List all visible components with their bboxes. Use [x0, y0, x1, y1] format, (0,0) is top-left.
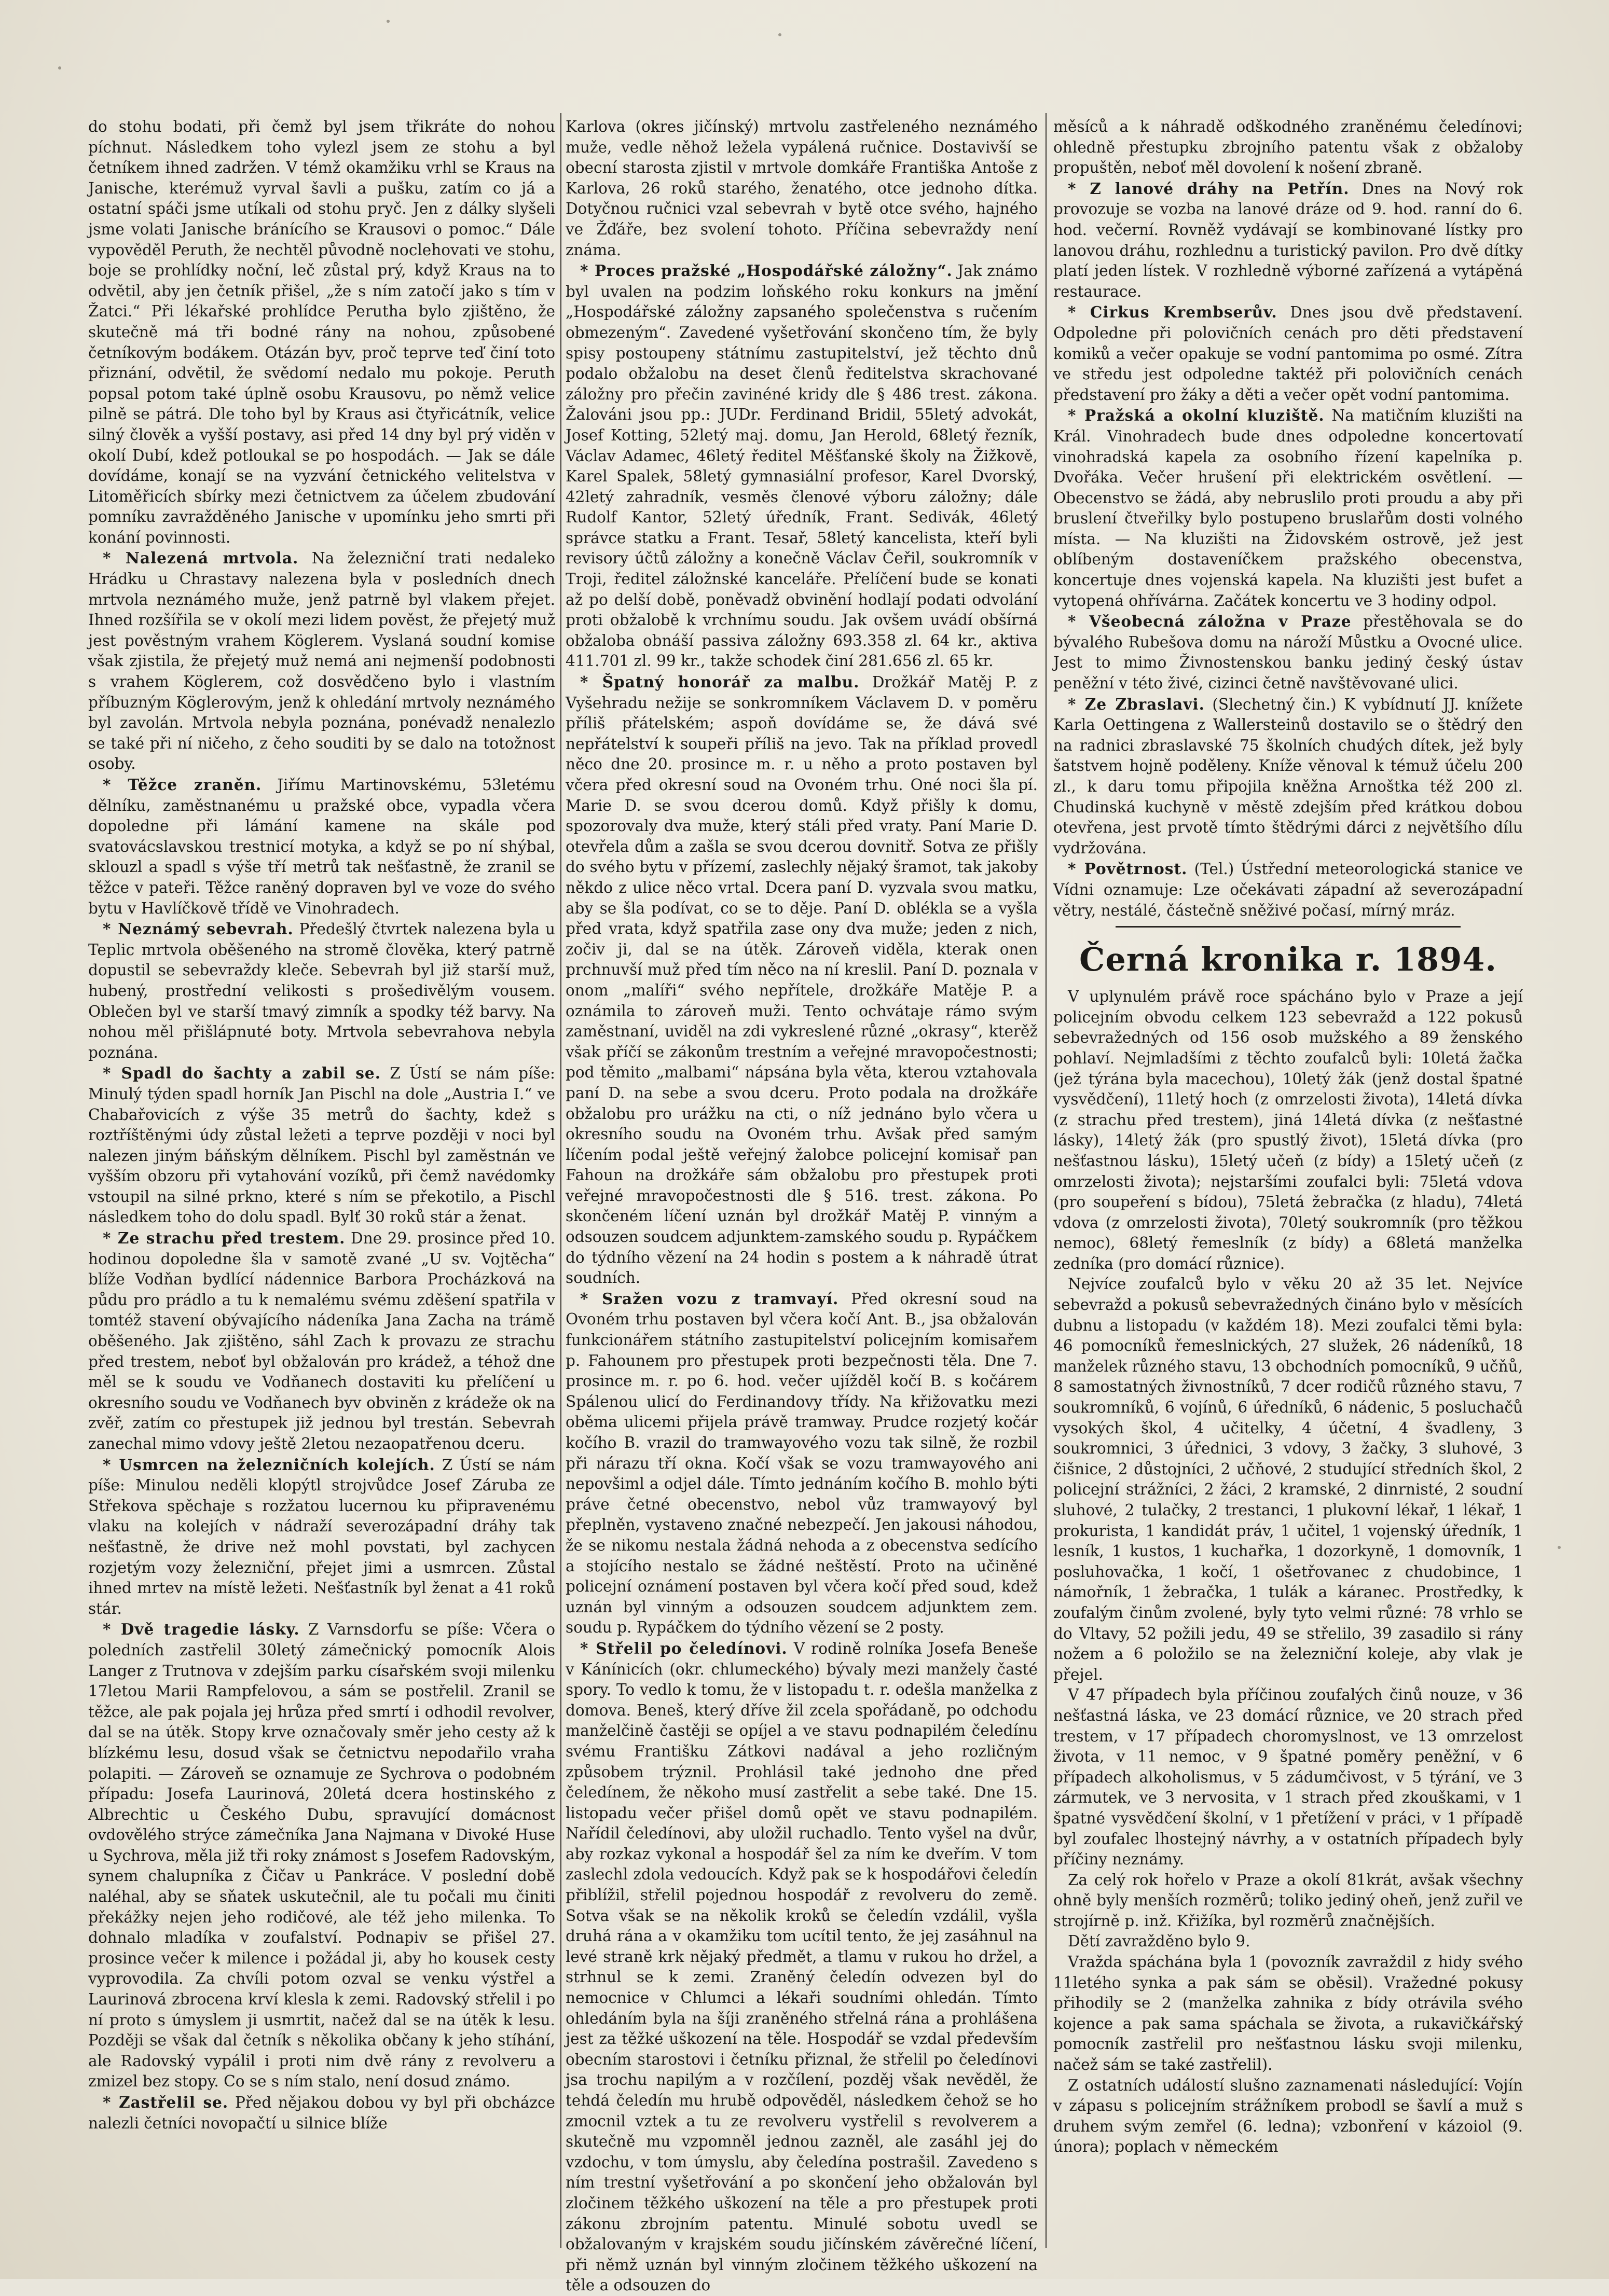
article-body: Dnes jsou dvě představení. Odpoledne při polovičních cenách pro děti představení komiků a večer opakuje se vodní pantomima po osmé. Zítra ve středu jest odpoledne taktéž při polovičních cenách představení pro žáky a děti a večer opět vodní pantomima.	[1053, 303, 1523, 404]
chronicle-paragraph: V uplynulém právě roce spácháno bylo v Praze a její policejním obvodu celkem 123 sebevražd a 122 pokusů sebevražedných od 156 osob mužského a 89 ženského pohlaví. Nejmladšími z těchto zoufalců byli: 10letá žačka (jež týrána byla macechou), 10letý žák (jenž dostal špatné vysvědčení), 11letý hoch (z omrzelosti života), 14letá dívka (z strachu před trestem), jiná 14letá dívka (z nešťastné lásky), 14letý žák (pro spustlý život), 15letá dívka (pro nešťastnou lásku), 15letý učeň (z bídy) a 15letý učeň (z omrzelosti života); nejstaršími zoufalci byli: 75letá vdova (pro soupeření s bídou), 75letá žebračka (z hladu), 74letá vdova (z omrzelosti života), 70letý soukromník (pro těžkou nemoc), 68letý řemeslník (z bídy) a 68letá manželka zedníka (pro domácí různice).	[1053, 988, 1523, 1273]
chronicle-paragraph: V 47 případech byla příčinou zoufalých činů nouze, v 36 nešťastná láska, ve 23 domácí různice, ve 20 strach před trestem, v 17 případech choromyslnost, ve 13 omrzelost života, v 11 nemoc, v 9 špatné poměry peněžní, v 6 případech alkoholismus, v 5 zádumčivost, v 5 týrání, ve 3 zármutek, ve 3 nervosita, v 1 strach před zkouškami, v 1 špatné vysvědčení školní, v 1 přetížení v práci, v 1 případě byl zoufalec lhostejný návrhy, a v ostatních případech byly příčiny neznámy.	[1053, 1686, 1523, 1869]
article-headline: * Ze Zbraslavi.	[1068, 695, 1205, 713]
column-1	[88, 117, 555, 2243]
news-items	[1053, 117, 1523, 921]
article-headline: * Povětrnost.	[1068, 860, 1188, 878]
column-rule	[560, 113, 561, 2248]
article-headline: * Ze strachu před trestem.	[103, 1229, 346, 1248]
article-headline: * Usmrcen na železničních kolejích.	[103, 1455, 435, 1474]
column-2	[566, 117, 1038, 2294]
article-body: měsíců a k náhradě odškodného zraněnému čeledínovi; ohledně přestupku zbrojního patentu však z obžaloby propuštěn, neboť měl dovolení k nošení zbraně.	[1053, 118, 1523, 177]
column-3	[1053, 117, 1523, 2243]
article-body: Karlova (okres jičínský) mrtvolu zastřeleného neznámého muže, vedle něhož ležela vypálená ručnice. Dostavivší se obecní starosta zjistil v mrtvole domkáře Františka Antoše z Karlova, 26 roků starého, ženatého, otce jednoho dítka. Dotyčnou ručnici vzal sebevrah v bytě otce svého, hajného ve Žďáře, bez svolení tohoto. Příčina sebevraždy není známa.	[566, 118, 1038, 259]
ink-speck	[387, 20, 390, 23]
chronicle-paragraph: Dětí zavražděno bylo 9.	[1068, 1932, 1250, 1951]
article-paragraph	[1053, 405, 1523, 611]
section-divider	[1116, 926, 1461, 928]
article-body: přestěhovala se do bývalého Rubešova domu na nároží Můstku a Ovocné ulice. Jest to mimo Živnostenskou banku jediný český ústav peněžní v této živé, cizinci četně navštěvované ulici.	[1053, 613, 1523, 693]
article-paragraph	[88, 919, 555, 1063]
article-body: Na železniční trati nedaleko Hrádku u Chrastavy nalezena byla v posledních dnech mrtvola neznámého muže, jenž patrně byl vlakem přejet. Ihned rozšířila se v okolí mezi lidem pověst, že přejetý muž jest pověstným vrahem Köglerem. Vyslaná soudní komise však zjistila, že přejetý muž nemá ani nejmenší podobnosti s vrahem Köglerem, což dosvědčeno bylo i vlastním příbuzným Köglerovým, jenž k ohledání mrtvoly neznámého byl zavolán. Mrtvola nebyla poznána, ponévadž nenalezlo se také při ní ničeho, z čeho souditi by se dalo na totožnost osoby.	[88, 549, 555, 773]
article-body: Dnes na Nový rok provozuje se vozba na lanové dráze od 9. hod. ranní do 6. hod. večerní. Rovněž vydávají se kombinované lístky pro lanovou dráhu, rozhlednu a turistický pavilon. Pro dvě dítky platí jeden lístek. V rozhledně výborné zařízená a vytápěná restaurace.	[1053, 179, 1523, 300]
ink-speck	[1558, 1546, 1561, 1549]
article-body: do stohu bodati, při čemž byl jsem třikráte do nohou píchnut. Následkem toho vylezl jsem ze stohu a byl četníkem ihned zadržen. V témž okamžiku vrhl se Kraus na Janische, kterémuž vyrval šavli a pušku, zatím co já a ostatní spáči jsme utíkali od stohu pryč. Jen z dálky slyšeli jsme volati Janische bránícího se Krausovi o pomoc.“ Dále vypověděl Peruth, že nechtěl původně noclehovati ve stohu, boje se prohlídky noční, leč zůstal prý, když Kraus na to odvětil, aby jen četník přišel, „že s ním zatočí jako s tím v Žatci.“ Při lékařské prohlídce Perutha bylo zjištěno, že skutečně má tři bodné rány na nohou, způsobené četníkovým bodákem. Otázán byv, proč teprve teď činí toto přiznání, odvětil, že svědomí nedalo mu pokoje. Peruth popsal potom také úplně osobu Krausovu, po němž velice pilně se pátrá. Dle toho byl by Kraus asi čtyřicátník, velice silný člověk a vyšší postavy, asi před 14 dny byl prý viděn v okolí Dubí, kdež potloukal se po hospodách. — Jak se dále dovídáme, konají se na vyzvání četnického velitelstva v Litoměřicích sbírky mezi četnictvem za účelem zbudování pomníku zavražděného Janische v upomínku jeho smrti při konání povinnosti.	[88, 118, 555, 546]
column-rule	[1046, 113, 1047, 2248]
article-paragraph	[88, 1619, 555, 2092]
article-headline: * Neznámý sebevrah.	[103, 920, 294, 938]
chronicle-paragraph: Za celý rok hořelo v Praze a okolí 81krát, avšak všechny ohně byly menších rozměrů; toliko jediný oheň, jenž zuřil ve strojírně p. inž. Křižíka, byl rozměrů značnějších.	[1053, 1871, 1523, 1930]
article-headline: * Proces pražské „Hospodářské záložny“.	[580, 261, 953, 280]
article-headline: * Špatný honorář za malbu.	[580, 673, 860, 691]
chronicle-paragraph: Vražda spáchána byla 1 (povozník zavraždil z hidy svého 11letého synka a pak sám se oběsil). Vražedné pokusy přihodily se 2 (manželka zahnika z bídy otrávila svého kojence a pak sama spáchala se života, a rukavičkářský pomocník zastřelil pro nešťastnou lásku svoji milenku, načež sám se také zastřelil).	[1053, 1953, 1523, 2074]
chronicle-paragraph: Nejvíce zoufalců bylo v věku 20 až 35 let. Nejvíce sebevražd a pokusů sebevražedných čináno bylo v měsících dubnu a listopadu (v každém 18). Mezi zoufalci těmi byla: 46 pomocníků řemeslnických, 27 služek, 26 nádeníků, 18 manželek různého stavu, 13 obchodních pomocníků, 9 učňů, 8 samostatných živnostníků, 7 dcer rodičů různého stavu, 7 soukromníků, 6 vojínů, 6 úředníků, 6 nádenic, 5 posluchačů vysokých škol, 4 učitelky, 4 účetní, 4 švadleny, 3 soukromnici, 3 úřednici, 3 vdovy, 3 žačky, 3 sluhové, 3 čišnice, 2 důstojníci, 2 učňové, 2 studující středních škol, 2 policejní strážníci, 2 žáci, 2 kramské, 2 dinrnisté, 2 soudní sluhové, 2 tulačky, 2 trestanci, 1 plukovní lékař, 1 lékař, 1 prokurista, 1 kandidát práv, 1 učitel, 1 vojenský úředník, 1 lesník, 1 kustos, 1 kuchařka, 1 dozorkyně, 1 domovník, 1 posluhovačka, 1 kočí, 1 ošetřovanec z chudobince, 1 námořník, 1 žebračka, 1 tulák a káranec. Prostředky, k zoufalým činům zvolené, byly tyto velmi různé: 78 vrhlo se do Vltavy, 52 požili jedu, 49 se střelilo, 39 zasadilo si rány nožem a 6 položilo se na železniční koleje, aby vlak je přejel.	[1053, 1275, 1523, 1683]
chronicle-paragraph: Z ostatních událostí slušno zaznamenati následující: Vojín v zápasu s policejním strážníkem probodl se šavlí a muž s druhem svým zemřel (6. ledna); vzbonření v kázoiol (9. února); poplach v německém	[1053, 2076, 1523, 2156]
article-paragraph	[1053, 117, 1523, 178]
article-paragraph	[88, 548, 555, 774]
article-paragraph	[1053, 611, 1523, 694]
article-body: Z Ústí se nám píše: Minulý týden spadl horník Jan Pischl na dole „Austria I.“ ve Chabařovicích z výše 35 metrů do šachty, kdež s roztříštěnými údy zůstal ležeti a teprve později v noci byl nalezen jiným báňským dělníkem. Pischl byl zaměstnán ve vyšším obzoru při vytahování vozíků, při čemž navédomky vstoupil na silné prkno, které s ním se překotilo, a Pischl následkem toho do dolu spadl. Bylť 30 roků stár a ženat.	[88, 1064, 555, 1226]
article-headline: * Dvě tragedie lásky.	[103, 1620, 300, 1639]
article-paragraph	[566, 1289, 1038, 1638]
article-paragraph	[566, 1638, 1038, 2296]
article-headline: * Cirkus Krembserův.	[1068, 303, 1277, 322]
article-paragraph	[1053, 859, 1523, 921]
article-body: V rodině rolníka Josefa Beneše v Kánínicích (okr. chlumeckého) bývaly mezi manžely časté spory. To vedlo k tomu, že v listopadu t. r. odešla manželka z domova. Beneš, který dříve žil zcela spořádaně, po odchodu manželčině častěji se opíjel a ve stavu podnapilém čeledínu svému Františku Zátkovi nadával a jeho rozličným způsobem trýznil. Prohlásil také jednoho dne před čeledínem, že někoho musí zastřelit a sebe také. Dne 15. listopadu večer přišel domů opět ve stavu podnapilém. Nařídil čeledínovi, aby uložil ruchadlo. Tento vyšel na dvůr, aby rozkaz vykonal a hospodář šel za ním ke dveřím. V tom zaslechl zdola vedoucích. Když pak se k hospodářovi čeledín přiblížil, střelil pojednou hospodář z revolveru do země. Sotva však se na několik kroků se čeledín vzdálil, vyšla druhá rána a v okamžiku tom ucítil tento, že jej zasáhnul na levé straně krk nějaký předmět, a tlamu v rukou ho držel, a strhnul se k zemi. Zraněný čeledín odvezen byl do nemocnice v Chlumci a lékaři soudními ohledán. Tímto ohledáním byla na šíji zraněného střelná rána a prohlášena jest za těžké uškození na těle. Hospodář se vzdal především obecním starostovi i četníku přiznal, že střelil po čeledínovi jsa trochu napilým a v rozčílení, pozděj však nevěděl, že tehdá čeledín mu hrubě odpověděl, následkem čehož se ho zmocnil vztek a tu ze revolveru vystřelil s revolverem a skutečně mu vzpomněl jednou zazněl, ale zasáhl jej do vzdochu, v tom úmyslu, aby čeledína postrašil. Zavedeno s ním trestní vyšetřování a po skončení jeho obžalován byl zločinem těžkého uškození na těle a pro přestupek proti zákonu zbrojním patentu. Minulé sobotu uvedl se obžalovaným v krajském soudu jičínském závěrečné líčení, při němž uznán byl vinným zločinem těžkého uškození na těle a odsouzen do	[566, 1639, 1038, 2294]
article-paragraph	[566, 672, 1038, 1289]
article-body: Z Varnsdorfu se píše: Včera o poledních zastřelil 30letý zámečnický pomocník Alois Langer z Trutnova v zdejším parku císařském svoji milenku 17letou Marii Rampfelovou, a sám se postřelil. Zranil se těžce, ale pak pojala jej hrůza před smrtí i odhodil revolver, dal se na útěk. Stopy krve označovaly směr jeho cesty až k blízkému lesu, dosud však se četnictvu nepodařilo vraha polapiti. — Zároveň se oznamuje ze Sychrova o podobném případu: Josefa Laurinová, 20letá dcera hostinského z Albrechtic u Českého Dubu, spravující domácnost ovdovělého strýce zámečníka Jana Najmana v Divoké Huse u Sychrova, měla již tři roky známost s Josefem Radovským, synem chalupníka z Čičav u Pankráce. V poslední době naléhal, aby se sňatek uskutečnil, ale tu počali mu činiti překážky nejen jeho rodičové, ale též jeho milenka. To dohnalo mladíka v zoufalství. Podnapiv se přišel 27. prosince večer k milence i požádal ji, aby ho kousek cesty vyprovodila. Za chvíli potom ozval se venku výstřel a Laurinová zbrocena krví klesla k zemi. Radovský střelil i po ní proto s úmyslem ji usmrtit, načež dal se na útěk k lesu. Později se však dal četník s několika občany k jeho stíhání, ale Radovský vypálil i proti nim dvě rány z revolveru a zmizel bez stopy. Co se s ním stalo, není dosud známo.	[88, 1621, 556, 2091]
article-body: Jak známo byl uvalen na podzim loňského roku konkurs na jmění „Hospodářské záložny zapsaného společenstva s ručením obmezeným“. Zavedené vyšetřování skončeno tím, že byly spisy postoupeny státnímu zastupitelství, jež těchto dnů podalo obžalobu na deset členů ředitelstva skrachované záložny pro přečin zavinéné kridy dle § 486 trest. zákona. Žalováni jsou pp.: JUDr. Ferdinand Bridil, 55letý advokát, Josef Kotting, 52letý maj. domu, Jan Herold, 68letý řezník, Václav Adamec, 46letý ředitel Měšťanské školy na Žižkově, Karel Spalek, 58letý gymnasiální profesor, Karel Dvorský, 42letý zahradník, vesměs členové výboru záložny; dále Rudolf Kantor, 52letý úředník, Frant. Sedivák, 46letý správce statku a Frant. Tesař, 58letý kancelista, kteří byli revisory účtů záložny a konečně Václav Čeřil, soukromník v Troji, ředitel záložnské kanceláře. Přelíčení bude se konati až po delší době, poněvadž obvinění hodlají podati odvolání proti obžalobě k vrchnímu soudu. Jak ovšem uvádí obšírná obžaloba obnáší passiva záložny 693.358 zl. 64 kr., aktiva 411.701 zl. 99 kr., takže schodek činí 281.656 zl. 65 kr.	[566, 262, 1038, 670]
article-body: (Tel.) Ústřední meteorologická stanice ve Vídni oznamuje: Lze očekávati západní až severozápadní větry, nestálé, částečně sněživé počasí, mírný mráz.	[1053, 860, 1523, 919]
article-body: Před okresní soud na Ovoném trhu postaven byl včera kočí Ant. B., jsa obžalován funkcionářem státního zastupitelství policejním komisařem p. Fahounem pro přestupek proti bezpečnosti těla. Dne 7. prosince m. r. po 6. hod. večer ujížděl kočí B. s kočárem Spálenou ulicí do Ferdinandovy třídy. Na křižovatku mezi oběma ulicemi přijela právě tramway. Prudce rozjetý kočár kočího B. vrazil do tramwayového vozu tak silně, že rozbil při nárazu tří okna. Kočí však se vozu tramwayového ani nepovšiml a odjel dále. Tímto jednáním kočího B. mohlo býti práve četné obecenstvo, nebol vůz tramwayový byl přeplněn, vystaveno značné nebezpečí. Jen jakousi náhodou, že se nikomu nestala žádná nehoda a z obecenstva sedícího a stojícího nestalo se žádné neštěstí. Proto na učiněné policejní oznámení postaven byl včera kočí před soud, kdež uznán byl vinným a odsouzen soudcem adjunktem zem. soudu p. Rypáčkem do týdního vězení se 2 posty.	[566, 1290, 1038, 1637]
article-body: Dne 29. prosince před 10. hodinou dopoledne šla v samotě zvané „U sv. Vojtěcha“ blíže Vodňan bydlící nádennice Barbora Procházková na půdu pro prádlo a tu k nemalému svému zděšení spatřila v tomtéž stavení obývajícího nádeníka Jana Zacha na trámě oběšeného. Jak zjištěno, sáhl Zach k provazu ze strachu před trestem, neboť byl obžalován pro krádež, a téhož dne měl se k soudu ve Vodňanech dostaviti ku přelíčení u okresního soudu ve Vodňanech byv obviněn z krádeže ok na zvěř, zatím co přestupek již jednou byl trestán. Sebevrah zanechal mimo vdovy ještě 2letou nezaopatřenou dceru.	[88, 1229, 555, 1453]
article-paragraph	[88, 2092, 555, 2134]
chronicle-article	[1053, 987, 1523, 2157]
article-paragraph	[88, 117, 555, 548]
article-paragraph	[1053, 694, 1523, 859]
article-body: Předešlý čtvrtek nalezena byla u Teplic mrtvola oběšeného na stromě člověka, který patrně dopustil se sebevraždy kleče. Sebevrah byl již starší muž, hubený, prostřední velikosti s prošedivělým vousem. Oblečen byl ve starší tmavý zimník a spodky též barvy. Na nohou měl přišlápnuté boty. Mrtvola sebevrahova nebyla poznána.	[88, 920, 555, 1061]
article-headline: * Nalezená mrtvola.	[103, 549, 299, 568]
article-body: Z Ústí se nám píše: Minulou neděli klopýtl strojvůdce Josef Záruba ze Střekova spěchaje s rozžatou lucernou ku připravenému vlaku na kolejích v nádraží severozápadní dráhy tak nešťastně, že drive než mohl povstati, byl zachycen rozjetým vozy železniční, přejet jimi a usmrcen. Zůstal ihned mrtev na místě ležeti. Nešťastník byl ženat a 41 roků stár.	[88, 1456, 556, 1617]
article-paragraph	[88, 1063, 555, 1228]
ink-speck	[778, 33, 781, 36]
article-paragraph	[88, 1455, 555, 1620]
article-headline: * Všeobecná záložna v Praze	[1068, 612, 1352, 631]
article-paragraph	[88, 1228, 555, 1455]
article-paragraph	[566, 260, 1038, 672]
article-paragraph	[88, 774, 555, 919]
ink-speck	[58, 66, 61, 70]
article-paragraph	[1053, 178, 1523, 302]
article-body: (Slechetný čin.) K vybídnutí JJ. knížete Karla Oettingena z Wallersteinů dostavilo se o štědrý den na radnici zbraslavské 75 školních chudých dítek, jež byly šatstvem hojně poděleny. Kníže věnoval k témuž účelu 200 zl., k daru tomu připojila kněžna Arnoštka též 200 zl. Chudinská kuchyně v městě zdejším před krátkou dobou otevřena, jest prvotě tímto štědrými dárci z největšího dílu vydržována.	[1053, 695, 1523, 857]
article-headline: * Těžce zraněn.	[103, 776, 262, 794]
article-paragraph	[566, 117, 1038, 260]
article-body: Na matičním kluzišti na Král. Vinohradech bude dnes odpoledne koncertovatí vinohradská kapela za osobního řízení kapelníka p. Dvořáka. Večer hrušení při elektrickém osvětlení. — Obecenstvo se žádá, aby nebruslilo proti proudu a aby při bruslení čtveřilky bylo postupeno bruslařům dosti volného místa. — Na kluzišti na Židovském ostrově, jež jest oblíbeným dostaveníčkem pražského obecenstva, koncertuje dnes vojenská kapela. Na kluzišti jest bufet a vytopená ohřívárna. Začátek koncertu ve 3 hodiny odpol.	[1053, 407, 1523, 610]
article-body: Drožkář Matěj P. z Vyšehradu nežije se sonkromníkem Václavem D. v poměru příliš přátelském; aspoň dovídáme se, že dává své nepřátelství k soupeři příliš na jevo. Tak na příklad provedl něco dne 20. prosince m. r. u něho a proto postaven byl včera před okresní soud na Ovoném trhu. Oné noci šla pí. Marie D. se svou dcerou domů. Když přišly k domu, spozorovaly dva muže, který stáli před vraty. Paní Marie D. otevřela dům a zašla se svou dcerou dovnitř. Sotva ze přišly do svého bytu v přízemí, zaslechly nějaký šramot, tak jakoby někdo z ulice něco vrtal. Dcera paní D. vyzvala svou matku, aby se šla podívat, co se to děje. Paní D. oblékla se a vyšla před vrata, když spatřila zase ony dva muže; jeden z nich, zočiv ji, dal se na útěk. Zároveň viděla, kterak onen prchnuvší muž před tím něco na ní kreslil. Paní D. poznala v onom „malíři“ svého nepřítele, drožkáře Matěje P. a oznámila to zároveň muži. Tento ochvátaje rámo svým zaměstnaní, uviděl na zdi vykreslené různé „okrasy“, kterěž však příčí se zákonům trestním a veřejné mravopočestnosti; pod těmito „malbami“ nápsána byla věta, kterou vztahovala paní D. na sebe a svou dceru. Proto podala na drožkáře obžalobu pro urážku na cti, o níž jednáno bylo včera u okresního soudu na Ovoném trhu. Avšak před samým líčením podal ještě veřejný žalobce policejní komisař pan Fahoun na drožkáře sám obžalobu pro přestupek proti veřejné mravopočestnosti dle § 516. trest. zákona. Po skončeném líčení uznán byl drožkář Matěj P. vinným a odsouzen soudcem adjunktem-zamského soudu p. Rypáčkem do týdního vězení na 24 hodin s postem a k náhradě útrat soudních.	[566, 673, 1038, 1287]
article-body: Jiřímu Martinovskému, 53letému dělníku, zaměstnanému u pražské obce, vypadla včera dopoledne při lámání kamene na skále pod svatovácslavskou trestnicí motyka, a když se po ní shýbal, sklouzl a spadl s výše tří metrů tak nešťastně, že zranil se těžce v pateři. Těžce raněný dopraven byl ve voze do svého bytu v Havlíčkově třídě ve Vinohradech.	[88, 776, 555, 917]
section-heading: Černá kronika r. 1894.	[1079, 940, 1497, 979]
article-headline: * Zastřelil se.	[103, 2093, 229, 2111]
article-paragraph	[1053, 302, 1523, 405]
article-headline: * Spadl do šachty a zabil se.	[103, 1064, 381, 1083]
article-headline: * Pražská a okolní kluziště.	[1068, 406, 1325, 425]
article-headline: * Z lanové dráhy na Petřín.	[1068, 179, 1350, 198]
article-headline: * Sražen vozu z tramvayí.	[580, 1289, 839, 1308]
article-body: Před nějakou dobou vy byl při obcházce nalezli četníci novopačtí u silnice blíže	[88, 2094, 555, 2132]
article-headline: * Střelil po čeledínovi.	[580, 1639, 788, 1657]
